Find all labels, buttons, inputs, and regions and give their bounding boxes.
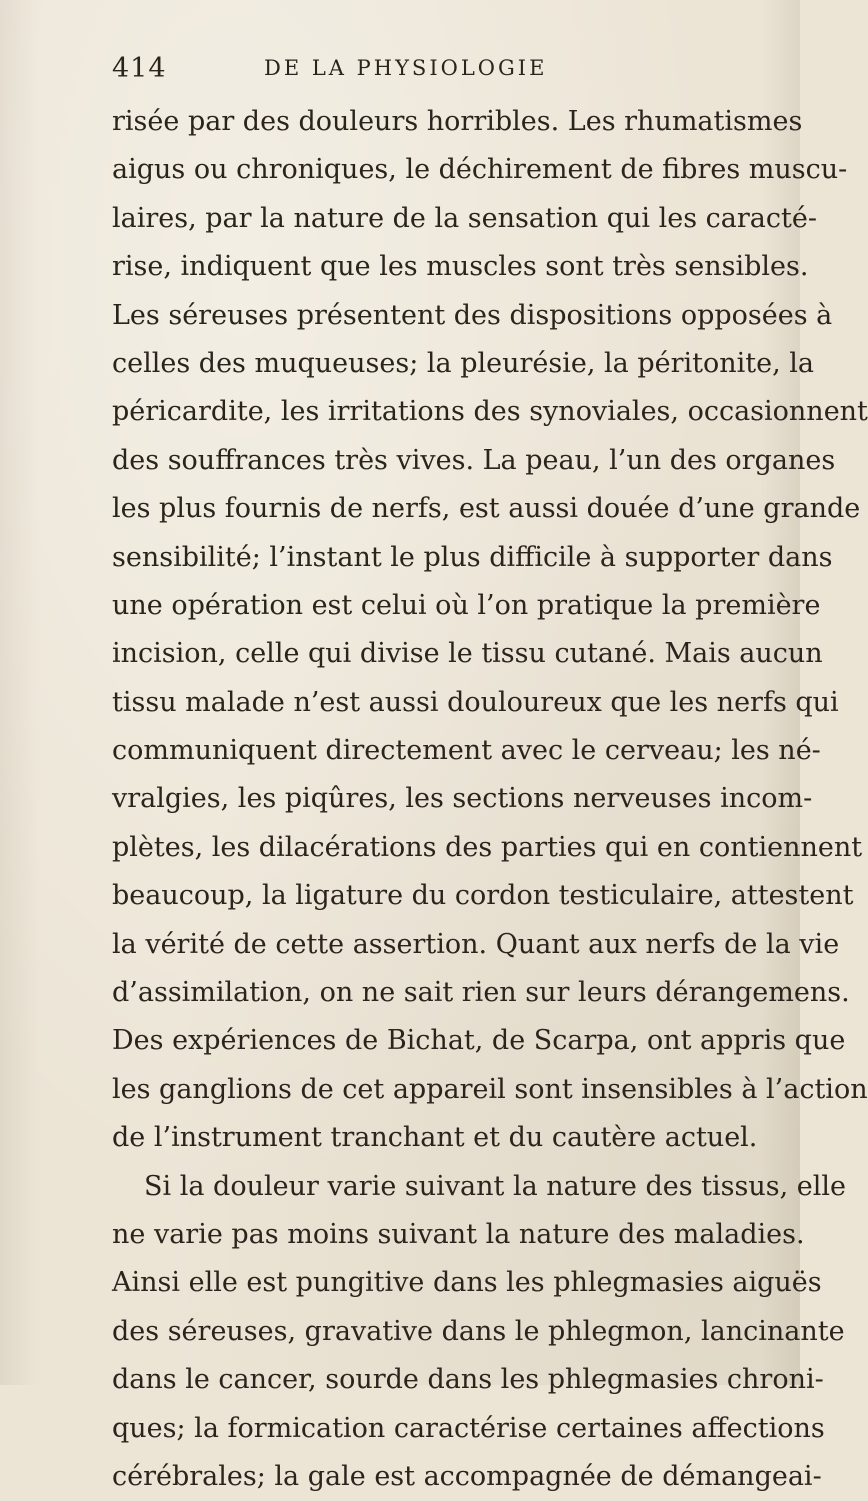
page-number: 414 (112, 52, 167, 84)
text-line: aigus ou chroniques, le déchirement de fibres muscu- (112, 154, 848, 186)
text-line: de l’instrument tranchant et du cautère actuel. (112, 1122, 758, 1154)
running-head: DE LA PHYSIOLOGIE (264, 56, 548, 80)
text-line: rise, indiquent que les muscles sont très sensibles. (112, 251, 809, 283)
text-line: les plus fournis de nerfs, est aussi douée d’une grande (112, 493, 861, 525)
text-line: tissu malade n’est aussi douloureux que les nerfs qui (112, 686, 839, 718)
text-line: d’assimilation, on ne sait rien sur leurs dérangemens. (112, 977, 850, 1009)
text-line: une opération est celui où l’on pratique la première (112, 589, 821, 621)
text-line: risée par des douleurs horribles. Les rhumatismes (112, 106, 803, 137)
text-line: ne varie pas moins suivant la nature des maladies. (112, 1218, 805, 1250)
text-line: sensibilité; l’instant le plus difficile à supporter dans (112, 541, 833, 573)
text-line: dans le cancer, sourde dans les phlegmasies chroni- (112, 1364, 824, 1396)
body-text (112, 98, 868, 1501)
text-line: communiquent directement avec le cerveau; les né- (112, 735, 821, 767)
text-line: cérébrales; la gale est accompagnée de démangeai- (112, 1460, 822, 1492)
text-line: les ganglions de cet appareil sont insensibles à l’action (112, 1073, 868, 1105)
text-line: Les séreuses présentent des dispositions opposées à (112, 299, 833, 331)
text-line: des souffrances très vives. La peau, l’un des organes (112, 444, 836, 476)
text-line: des séreuses, gravative dans le phlegmon, lancinante (112, 1315, 845, 1347)
text-line: Des expériences de Bichat, de Scarpa, ont appris que (112, 1025, 846, 1057)
text-line: la vérité de cette assertion. Quant aux nerfs de la vie (112, 928, 840, 960)
text-line: péricardite, les irritations des synoviales, occasionnent (112, 396, 868, 428)
text-line: Ainsi elle est pungitive dans les phlegmasies aiguës (112, 1267, 822, 1299)
page-header (112, 48, 752, 88)
text-line: ques; la formication caractérise certaines affections (112, 1412, 825, 1444)
text-line: Si la douleur varie suivant la nature des tissus, elle (144, 1170, 846, 1202)
text-line: plètes, les dilacérations des parties qui en contiennent (112, 831, 863, 863)
text-line: incision, celle qui divise le tissu cutané. Mais aucun (112, 638, 823, 670)
text-line: laires, par la nature de la sensation qui les caracté- (112, 202, 817, 234)
text-line: celles des muqueuses; la pleurésie, la péritonite, la (112, 347, 814, 379)
text-line: vralgies, les piqûres, les sections nerveuses incom- (112, 783, 813, 815)
text-line: beaucoup, la ligature du cordon testiculaire, attestent (112, 880, 854, 912)
